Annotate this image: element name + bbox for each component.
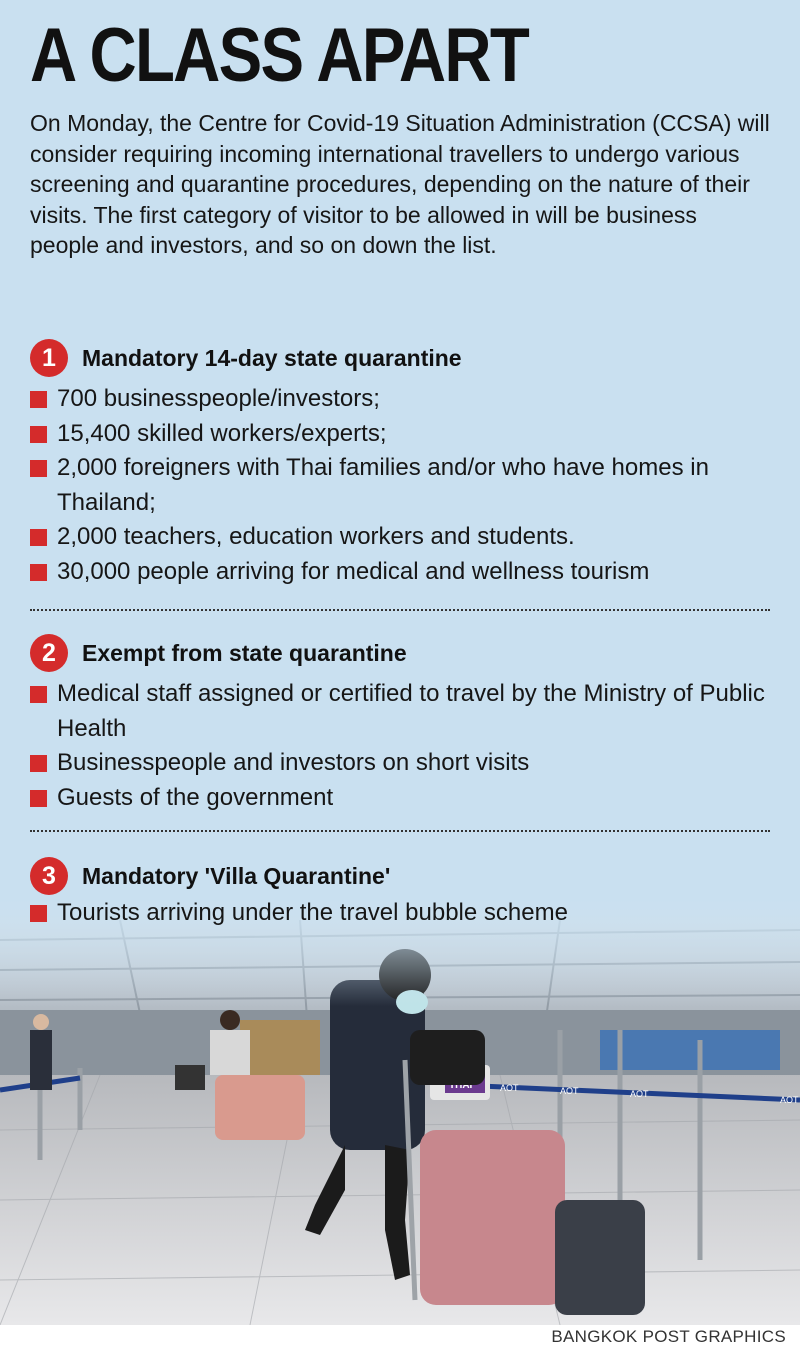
- list-item: 2,000 teachers, education workers and students.: [30, 520, 770, 555]
- section-title: Mandatory 'Villa Quarantine': [82, 862, 391, 889]
- section-title: Mandatory 14-day state quarantine: [82, 344, 462, 371]
- red-square-bullet-icon: [30, 460, 47, 477]
- section-2-header: [30, 633, 407, 673]
- red-square-bullet-icon: [30, 905, 47, 922]
- red-square-bullet-icon: [30, 790, 47, 807]
- list-item: 30,000 people arriving for medical and wellness tourism: [30, 555, 770, 590]
- red-square-bullet-icon: [30, 391, 47, 408]
- red-square-bullet-icon: [30, 686, 47, 703]
- list-item: 2,000 foreigners with Thai families and/or who have homes in Thailand;: [30, 451, 770, 520]
- dotted-divider: [30, 830, 770, 832]
- red-square-bullet-icon: [30, 426, 47, 443]
- list-item: Businesspeople and investors on short visits: [30, 746, 770, 781]
- section-1-list: [30, 382, 770, 589]
- photo-fade-overlay: [0, 900, 800, 1325]
- red-square-bullet-icon: [30, 529, 47, 546]
- list-item: Tourists arriving under the travel bubble scheme: [30, 896, 770, 931]
- list-item: 700 businesspeople/investors;: [30, 382, 770, 417]
- list-item: Guests of the government: [30, 781, 770, 816]
- number-badge: 2: [30, 634, 68, 672]
- section-3-header: [30, 856, 390, 896]
- section-1-header: [30, 338, 462, 378]
- red-square-bullet-icon: [30, 564, 47, 581]
- red-square-bullet-icon: [30, 755, 47, 772]
- airport-terminal-photo: [0, 900, 800, 1325]
- photo-credit: BANGKOK POST GRAPHICS: [551, 1327, 786, 1346]
- intro-paragraph: On Monday, the Centre for Covid-19 Situation Administration (CCSA) will consider requiring incoming international travellers to undergo various screening and quarantine procedures, depending on the nature of their visits. The first category of visitor to be allowed in will be business people and investors, and so on down the list.: [30, 110, 770, 258]
- section-3-list: [30, 896, 770, 931]
- number-badge: 3: [30, 857, 68, 895]
- section-2-list: [30, 677, 770, 815]
- headline: A CLASS APART: [30, 13, 529, 98]
- dotted-divider: [30, 609, 770, 611]
- list-item: Medical staff assigned or certified to travel by the Ministry of Public Health: [30, 677, 770, 746]
- number-badge: 1: [30, 339, 68, 377]
- section-title: Exempt from state quarantine: [82, 639, 407, 666]
- list-item: 15,400 skilled workers/experts;: [30, 417, 770, 452]
